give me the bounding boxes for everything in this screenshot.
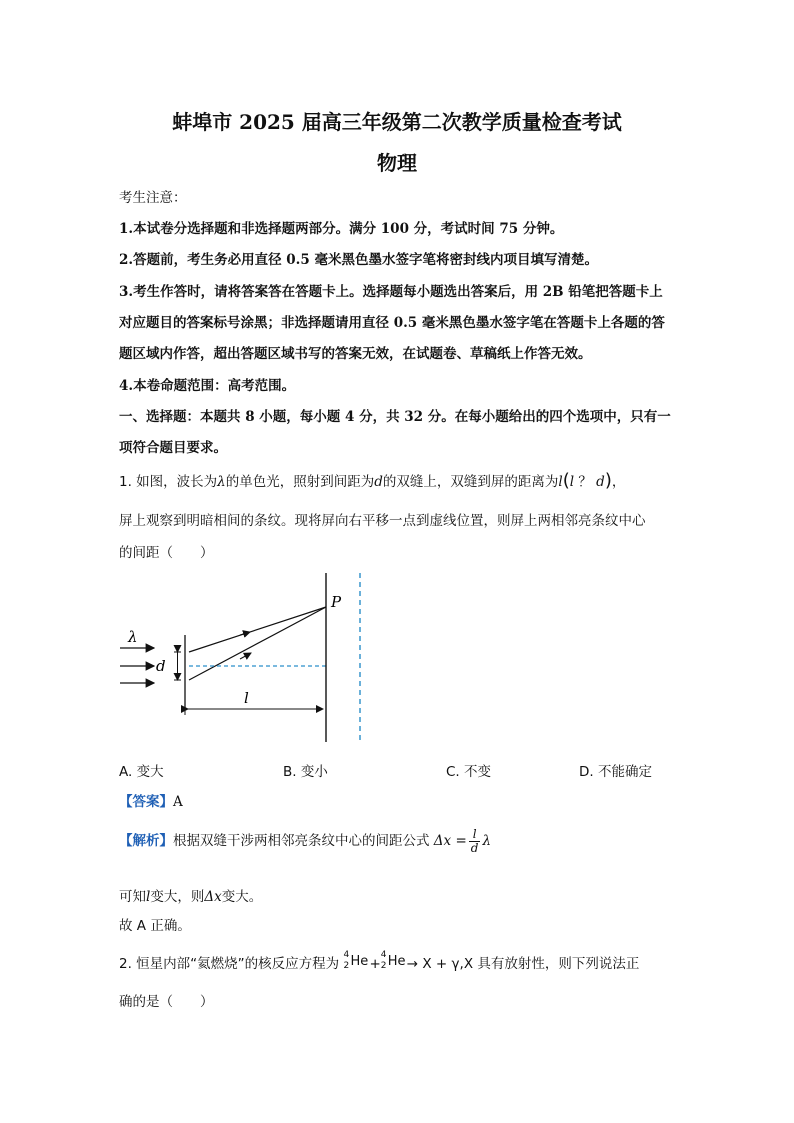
notice-item-3-cont2: 题区域内作答，超出答题区域书写的答案无效，在试题卷、草稿纸上作答无效。 (119, 346, 592, 362)
label-d: d (156, 657, 166, 675)
q1-gt: ？ (578, 474, 592, 490)
q1-l: l (558, 474, 563, 490)
q2-text-b: X 具有放射性，则下列说法正 (463, 956, 640, 972)
label-lambda: λ (128, 628, 138, 646)
q1-text-a: 1. 如图，波长为 (119, 474, 218, 490)
formula-delta-x: Δx = (433, 833, 467, 849)
q1-comma: ， (611, 474, 626, 490)
q2-stem-line2: 确的是（ ） (119, 994, 214, 1010)
q1-analysis (119, 828, 491, 855)
q1-text-b: 的单色光，照射到间距为 (225, 474, 375, 490)
exam-title: 蚌埠市 2025 届高三年级第二次教学质量检查考试 (172, 110, 622, 134)
notice-item-3: 3.考生作答时，请将答案答在答题卡上。选择题每小题选出答案后，用 2B 铅笔把答题卡上 (119, 284, 663, 300)
formula-fraction: $\frac{l}{d}$ (470, 827, 479, 855)
subject-title: 物理 (377, 151, 417, 175)
notice-item-2: 2.答题前，考生务必用直径 0.5 毫米黑色墨水签字笔将密封线内项目填写清楚。 (119, 252, 598, 268)
option-b: B. 变小 (283, 764, 328, 780)
notice-item-4: 4.本卷命题范围：高考范围。 (119, 378, 296, 394)
answer-value: A (173, 794, 183, 810)
answer-tag: 【答案】 (119, 794, 173, 810)
helium-nucleus-1: 4 2 He (343, 950, 369, 971)
notice-heading: 考生注意： (119, 190, 187, 206)
q1-d-inner: d (596, 474, 605, 490)
option-c: C. 不变 (446, 764, 492, 780)
q1-conclusion-1: 可知l变大，则Δx变大。 (119, 889, 263, 905)
q2-text-a: 2. 恒星内部“氦燃烧”的核反应方程为 (119, 956, 340, 972)
section-heading: 一、选择题：本题共 8 小题，每小题 4 分，共 32 分。在每小题给出的四个选项中，只有一 (119, 409, 671, 425)
section-heading-cont: 项符合题目要求。 (119, 440, 227, 456)
q1-lparen: ( (562, 470, 570, 491)
q1-conclusion-2: 故 A 正确。 (119, 918, 191, 934)
option-d: D. 不能确定 (579, 764, 652, 780)
q1-l-inner: l (569, 474, 575, 490)
option-a: A. 变大 (119, 764, 164, 780)
reaction-rhs: → X + γ, (406, 956, 464, 972)
notice-item-1: 1.本试卷分选择题和非选择题两部分。满分 100 分，考试时间 75 分钟。 (119, 221, 564, 237)
q1-answer (119, 790, 183, 810)
q1-d: d (374, 474, 383, 490)
ray-lower (189, 607, 326, 680)
label-P: P (331, 593, 342, 611)
double-slit-figure (110, 570, 370, 745)
q1-stem-line2: 屏上观察到明暗相间的条纹。现将屏向右平移一点到虚线位置，则屏上两相邻亮条纹中心 (119, 513, 646, 529)
analysis-tag: 【解析】 (119, 833, 173, 849)
analysis-text: 根据双缝干涉两相邻亮条纹中心的间距公式 (173, 833, 430, 849)
q1-stem-line1 (119, 470, 625, 491)
q2-stem-line1: 2. 恒星内部“氦燃烧”的核反应方程为 4 2 He + 4 2 He → X + γ,X 具有放射性，则下列说法正 (119, 950, 640, 972)
q1-text-c: 的双缝上，双缝到屏的距离为 (382, 474, 559, 490)
q1-lambda: λ (217, 474, 226, 490)
formula-lambda: λ (482, 833, 492, 849)
helium-nucleus-2: 4 2 He (380, 950, 406, 971)
notice-item-3-cont1: 对应题目的答案标号涂黑；非选择题请用直径 0.5 毫米黑色墨水签字笔在答题卡上各题的答 (119, 315, 665, 331)
ray-upper (189, 607, 326, 652)
q1-stem-line3: 的间距（ ） (119, 545, 214, 561)
q1-rparen: ) (604, 470, 612, 491)
label-l: l (244, 689, 249, 707)
